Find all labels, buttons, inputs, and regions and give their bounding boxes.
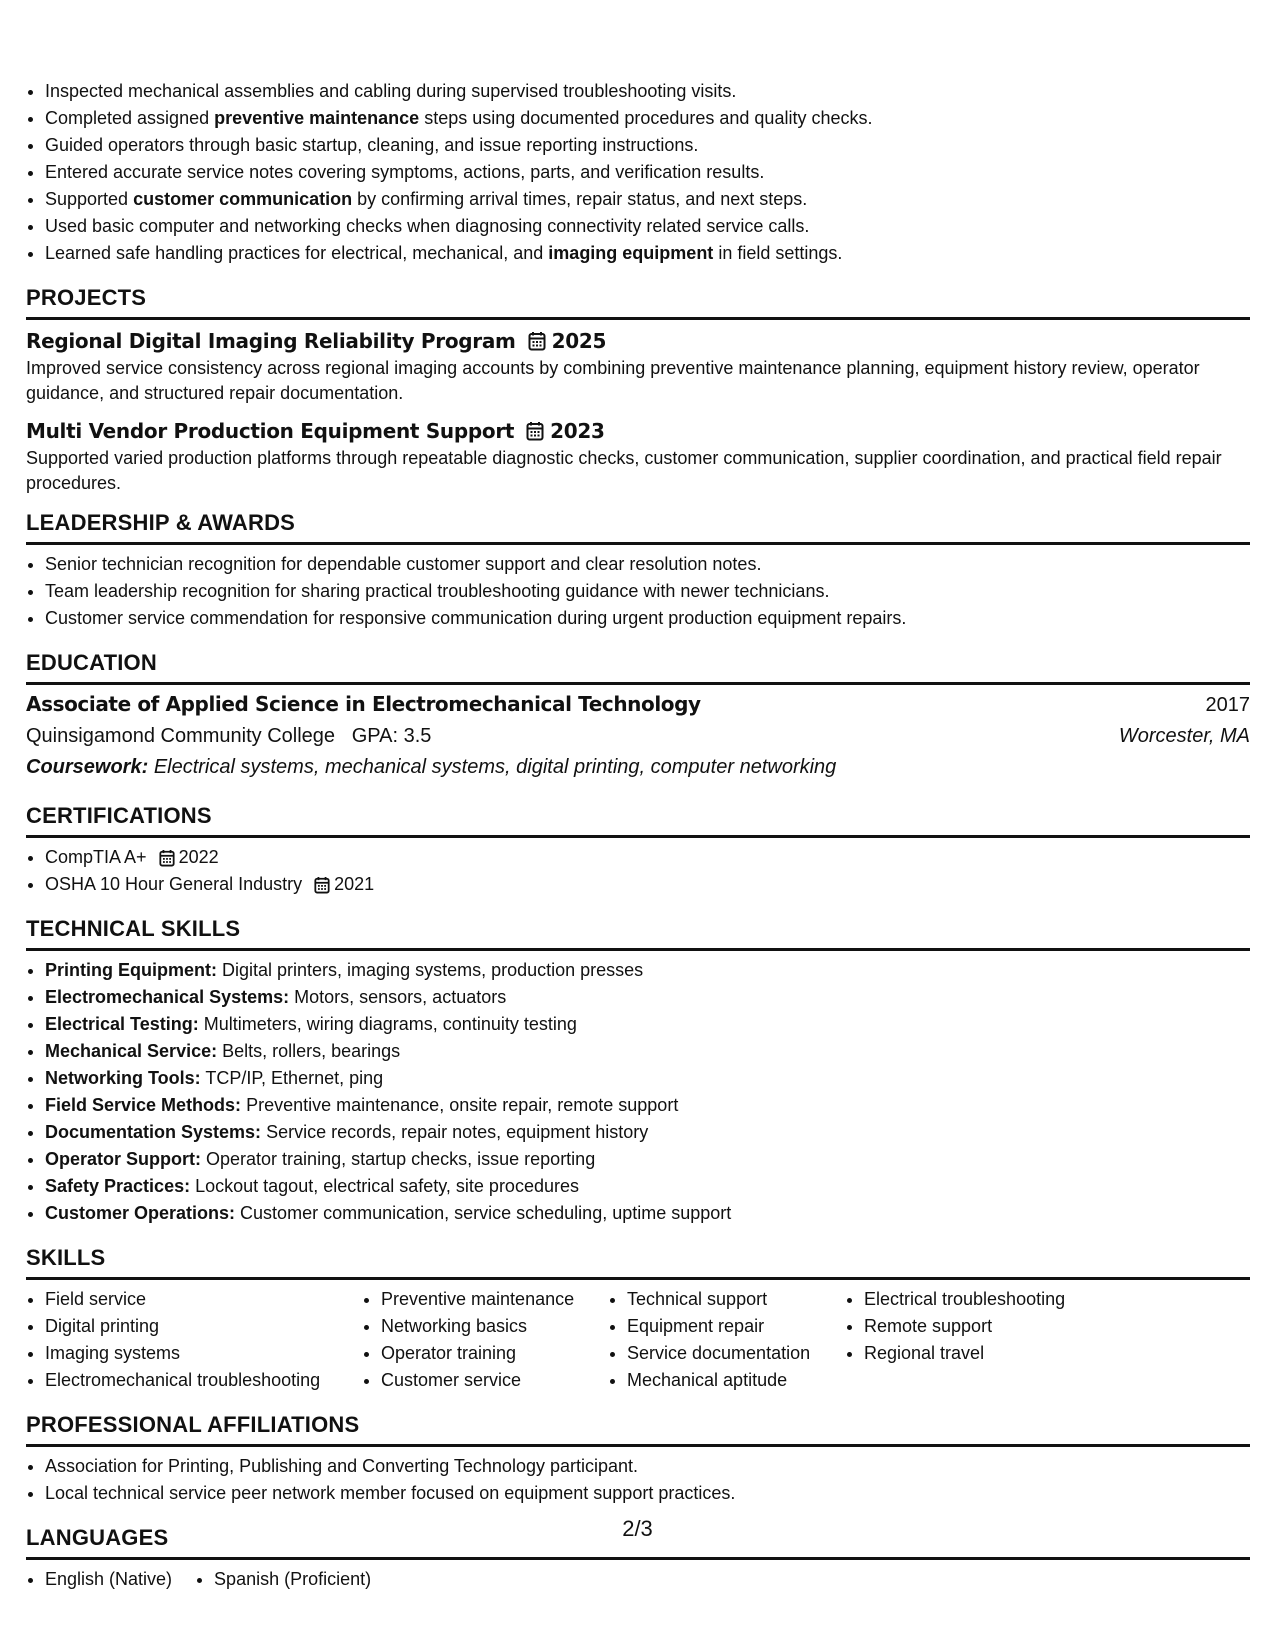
skill-tag: • Mechanical aptitude xyxy=(627,1367,845,1394)
calendar-icon xyxy=(528,331,546,351)
language-item: • Spanish (Proficient) xyxy=(214,1566,371,1593)
skill-tag: • Networking basics xyxy=(381,1313,608,1340)
project-item xyxy=(26,416,1250,496)
skill-tag: • Digital printing xyxy=(45,1313,362,1340)
coursework-text: Electrical systems, mechanical systems, digital printing, computer networking xyxy=(153,756,837,778)
skill-item: • Electromechanical Systems: Motors, sensors, actuators xyxy=(45,984,1250,1011)
project-year: 2025 xyxy=(551,329,607,353)
certifications-list xyxy=(26,844,1250,898)
school-name: Quinsigamond Community College xyxy=(26,725,336,747)
gpa: GPA: 3.5 xyxy=(351,725,432,747)
coursework-label: Coursework: xyxy=(26,756,149,778)
projects-heading: PROJECTS xyxy=(26,283,1250,320)
skill-item: • Mechanical Service: Belts, rollers, bearings xyxy=(45,1038,1250,1065)
resume-page xyxy=(26,78,1250,1593)
skill-tag: • Service documentation xyxy=(627,1340,845,1367)
calendar-icon xyxy=(526,421,544,441)
languages-heading: LANGUAGES xyxy=(26,1523,1250,1560)
certification-year: 2022 xyxy=(178,847,219,867)
leadership-list xyxy=(26,551,1250,632)
education-heading: EDUCATION xyxy=(26,648,1250,685)
technical-skills-heading: TECHNICAL SKILLS xyxy=(26,914,1250,951)
skill-tag: • Customer service xyxy=(381,1367,608,1394)
leadership-heading: LEADERSHIP & AWARDS xyxy=(26,508,1250,545)
project-description: Improved service consistency across regional imaging accounts by combining preventive maintenance planning, equipment history review, operator guidance, and structured repair documentation. xyxy=(26,358,1200,403)
skills-heading: SKILLS xyxy=(26,1243,1250,1280)
project-description: Supported varied production platforms through repeatable diagnostic checks, customer communication, supplier coordination, and practical field repair procedures. xyxy=(26,448,1222,493)
degree-name: Associate of Applied Science in Electromechanical Technology xyxy=(26,692,701,716)
list-item: • Association for Printing, Publishing and Converting Technology participant. xyxy=(45,1453,1250,1480)
skill-item: • Operator Support: Operator training, startup checks, issue reporting xyxy=(45,1146,1250,1173)
skill-tag: • Operator training xyxy=(381,1340,608,1367)
skills-grid xyxy=(26,1286,1250,1394)
experience-bullets xyxy=(26,78,1250,267)
languages-list xyxy=(26,1566,1250,1593)
skill-item: • Documentation Systems: Service records, repair notes, equipment history xyxy=(45,1119,1250,1146)
skill-tag: • Field service xyxy=(45,1286,362,1313)
skills-column xyxy=(845,1286,1065,1394)
project-item xyxy=(26,326,1250,406)
skills-column xyxy=(26,1286,362,1394)
education-section xyxy=(26,689,1250,783)
graduation-year: 2017 xyxy=(1205,694,1250,716)
list-item: • Team leadership recognition for sharing practical troubleshooting guidance with newer technicians. xyxy=(45,578,1250,605)
certification-name: • CompTIA A+ xyxy=(45,847,147,867)
coursework xyxy=(26,752,1250,783)
language-item: • English (Native) xyxy=(45,1566,172,1593)
skill-item: • Printing Equipment: Digital printers, imaging systems, production presses xyxy=(45,957,1250,984)
school-location: Worcester, MA xyxy=(1118,725,1250,747)
certification-item xyxy=(45,844,1250,871)
skill-tag: • Imaging systems xyxy=(45,1340,362,1367)
affiliations-list xyxy=(26,1453,1250,1507)
affiliations-heading: PROFESSIONAL AFFILIATIONS xyxy=(26,1410,1250,1447)
bullet-item: • Supported customer communication by confirming arrival times, repair status, and next steps. xyxy=(45,186,1250,213)
bullet-item: • Learned safe handling practices for electrical, mechanical, and imaging equipment in field settings. xyxy=(45,240,1250,267)
skill-item: • Safety Practices: Lockout tagout, electrical safety, site procedures xyxy=(45,1173,1250,1200)
calendar-icon xyxy=(159,849,175,867)
bullet-item: • Completed assigned preventive maintenance steps using documented procedures and quality checks. xyxy=(45,105,1250,132)
skill-tag: • Preventive maintenance xyxy=(381,1286,608,1313)
skill-item: • Field Service Methods: Preventive maintenance, onsite repair, remote support xyxy=(45,1092,1250,1119)
certification-name: • OSHA 10 Hour General Industry xyxy=(45,874,303,894)
school-line xyxy=(26,721,431,752)
list-item: • Local technical service peer network member focused on equipment support practices. xyxy=(45,1480,1250,1507)
bullet-item: • Entered accurate service notes covering symptoms, actions, parts, and verification results. xyxy=(45,159,1250,186)
list-item: • Senior technician recognition for dependable customer support and clear resolution notes. xyxy=(45,551,1250,578)
skill-tag: • Regional travel xyxy=(864,1340,1065,1367)
skill-item: • Customer Operations: Customer communication, service scheduling, uptime support xyxy=(45,1200,1250,1227)
bullet-item: • Used basic computer and networking checks when diagnosing connectivity related service calls. xyxy=(45,213,1250,240)
calendar-icon xyxy=(314,876,330,894)
skill-tag: • Electromechanical troubleshooting xyxy=(45,1367,362,1394)
bullet-item: • Inspected mechanical assemblies and cabling during supervised troubleshooting visits. xyxy=(45,78,1250,105)
project-name: Multi Vendor Production Equipment Support xyxy=(26,419,515,443)
skill-item: • Electrical Testing: Multimeters, wiring diagrams, continuity testing xyxy=(45,1011,1250,1038)
project-name: Regional Digital Imaging Reliability Program xyxy=(26,329,516,353)
certification-item xyxy=(45,871,1250,898)
page-number: 2/3 xyxy=(622,1516,653,1541)
skill-tag: • Remote support xyxy=(864,1313,1065,1340)
list-item: • Customer service commendation for responsive communication during urgent production equipment repairs. xyxy=(45,605,1250,632)
bullet-item: • Guided operators through basic startup, cleaning, and issue reporting instructions. xyxy=(45,132,1250,159)
certification-year: 2021 xyxy=(334,874,375,894)
skills-column xyxy=(608,1286,845,1394)
skill-item: • Networking Tools: TCP/IP, Ethernet, ping xyxy=(45,1065,1250,1092)
skill-tag: • Equipment repair xyxy=(627,1313,845,1340)
skill-tag: • Electrical troubleshooting xyxy=(864,1286,1065,1313)
technical-skills-list xyxy=(26,957,1250,1227)
skills-column xyxy=(362,1286,608,1394)
skill-tag: • Technical support xyxy=(627,1286,845,1313)
project-year: 2023 xyxy=(550,419,605,443)
certifications-heading: CERTIFICATIONS xyxy=(26,801,1250,838)
projects-section xyxy=(26,326,1250,496)
